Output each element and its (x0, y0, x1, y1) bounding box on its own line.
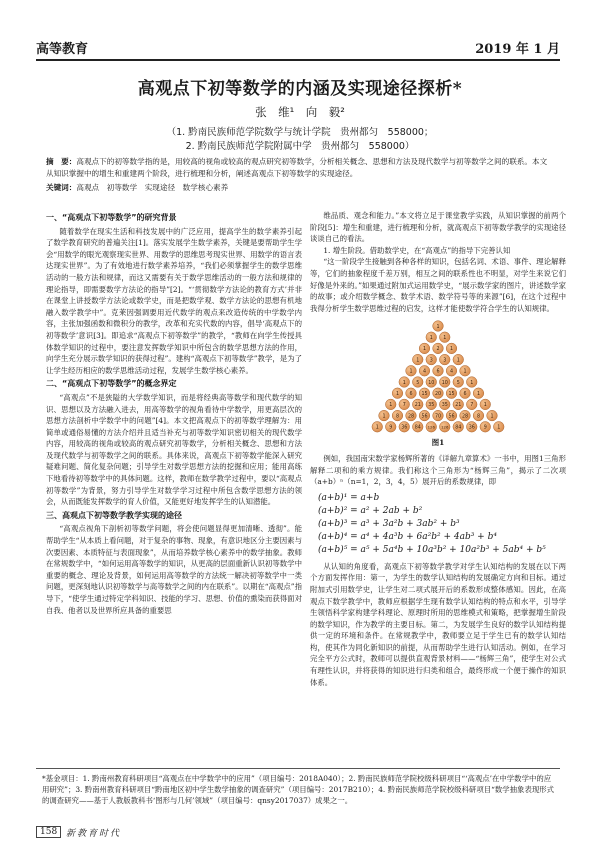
right-column (310, 210, 566, 688)
triangle-value: 5 (416, 381, 420, 387)
triangle-value: 84 (414, 425, 421, 431)
triangle-value: 1 (402, 381, 406, 387)
section-2-paragraph: “高观点”不是狭隘的大学数学知识，而是将经典高等数学和现代数学的知识、思想以及方法融入进去，用高等数学的视角看待中学数学，用更高层次的思想方法剖析中学数学中的问题”[4]。本文把高观点下的初等数学理解为：用简单或通俗易懂的方法介绍并且适当补充与初等数学知识密切相关的现代数学内容，用较高的视角或较高的观点研究初等数学，分析相关概念、思想和方法及现代数学与初等数学之间的联系。具体来说，高观点下初等数学能深入研究疑难问题、简化复杂问题；引导学生对数学思想方法的挖掘和应用；能用高练下地看待初等数学中的具体问题。这样，教师在数学教学过程中，要以“高观点初等数学”为背景，努力引导学生对数学学习过程中所包含数学思想方法的领会，从而既能发挥数学的育人价值，又能更好地发挥学生的认知潜能。 (46, 392, 302, 507)
binomial-formulas (318, 492, 566, 557)
triangle-value: 5 (456, 381, 460, 387)
triangle-value: 1 (443, 336, 447, 342)
triangle-value: 1 (389, 403, 393, 409)
triangle-value: 6 (436, 369, 440, 375)
formula-line: (a+b)⁵ = a⁵ + 5a⁴b + 10a³b² + 10a²b³ + 5ab⁴ + b⁵ (318, 544, 546, 555)
triangle-value: 84 (455, 425, 462, 431)
triangle-value: 21 (455, 403, 462, 409)
left-column (46, 210, 302, 616)
triangle-value: 3 (429, 358, 433, 364)
triangle-value: 1 (375, 425, 379, 431)
triangle-value: 1 (463, 369, 467, 375)
formula-line: (a+b)³ = a³ + 3a²b + 3ab² + b³ (318, 518, 460, 529)
triangle-value: 10 (441, 381, 448, 387)
triangle-value: 28 (407, 414, 415, 420)
triangle-value: 1 (449, 347, 454, 353)
triangle-value: 1 (395, 392, 400, 398)
triangle-value: 10 (428, 381, 435, 387)
triangle-value: 1 (429, 336, 433, 342)
triangle-value: 56 (421, 414, 428, 420)
triangle-value: 2 (436, 347, 440, 353)
example-paragraph: 例如，我国南宋数学家杨辉所著的《详解九章算术》一书中，用图1三角形解释二项和的乘方规律。我们称这个三角形为“杨辉三角”，揭示了二次项（a+b）ⁿ（n=1，2，3，4，5）展开后的系数规律，即 (310, 453, 566, 487)
triangle-value: 1 (382, 414, 386, 420)
page-number: 158 (36, 826, 61, 838)
abstract (46, 156, 554, 180)
triangle-value: 1 (483, 403, 487, 409)
issue-date: 2019 年 1 月 (475, 42, 560, 57)
triangle-value: 35 (441, 403, 448, 409)
triangle-value: 15 (421, 392, 428, 398)
triangle-value: 8 (476, 414, 481, 420)
item-1-body: “这一阶段学生接触到各种各样的知识，包括名词、术语、事件、理论解释等，它们的抽象程度千差万别，相互之间的联系性也不明显，对学生来说它们好像是外来的。”如果通过附加式运用数学史，“展示数学家的图片，讲述数学家的故事；或介绍数学概念、数学术语、数学符号等的来源”[6]，在这个过程中我得分析学生数学思维过程的启发，这样才能使数学符合学生的认知规律。 (310, 257, 566, 313)
formula-line: (a+b)⁴ = a⁴ + 4a³b + 6a²b² + 4ab³ + b⁴ (318, 531, 497, 542)
triangle-value: 36 (401, 425, 408, 431)
triangle-value: 56 (448, 414, 455, 420)
abstract-label: 摘 要： (46, 157, 77, 166)
triangle-value: 6 (463, 392, 467, 398)
triangle-value: 4 (449, 369, 454, 375)
triangle-value: 1 (422, 347, 427, 353)
header-rule (36, 59, 560, 61)
triangle-value: 20 (434, 392, 442, 398)
triangle-value: 28 (461, 414, 469, 420)
triangle-value: 36 (468, 425, 475, 431)
triangle-value: 7 (470, 403, 474, 409)
analysis-paragraph: 从认知的角度看，高观点下初等数学教学对学生认知结构的发展在以下两个方面发挥作用：第一，为学生的数学认知结构的发展确定方向和目标。通过附加式引用数学史，让学生对二项式展开后的系数形成整体感知。因此，在高观点下数学教学中，教师应根据学生现有数学认知结构的特点和水平，引导学生领悟科学家构建学科理论、原理时所用的思维模式和策略，把掌握增生阶段的数学知识，作为教学的主要目标。第二，为发展学生良好的数学认知结构提供一定的环境和条件。在常规教学中，教师要立足于学生已有的数学认知结构，使其作为同化新知识的前提，从而帮助学生进行认知活动。例如，在学习完全平方公式时，教师可以提供直观背景材料——“杨辉三角”，使学生对公式有理性认识，并将获得的知识进行归类和组合，最终形成一个便于操作的知识体系。 (310, 561, 566, 687)
continued-paragraph: 维品质、观念和能力。”本文将立足于课堂教学实践，从知识掌握的前两个阶段[5]：增生和重建，进行梳理和分析，就高观点下初等数学教学的实现途径谈谈自己的看法。 (310, 211, 566, 244)
triangle-value: 9 (483, 425, 487, 431)
keywords-text: 高观点 初等数学 实现途径 数学核心素养 (76, 183, 229, 192)
triangle-value: 21 (414, 403, 421, 409)
triangle-value: 9 (389, 425, 393, 431)
triangle-value: 70 (434, 414, 442, 420)
abstract-text: 高观点下的初等数学指的是，用较高的视角或较高的观点研究初等数学，分析相关概念、思想和方法及现代数学与初等数学之间的联系。本文从知识掌握中的增生和重建两个阶段，进行梳理和分析，阐述高观点下初等数学的实现途径。 (46, 157, 548, 178)
triangle-value: 3 (443, 358, 447, 364)
funding-footnote: *基金项目：1. 黔南州教育科研项目“高观点在中学数学中的应用”（项目编号：2018A040）；2. 黔南民族师范学院校级科研项目“‘高观点’在中学数学中的应用研究”；3. 黔南州教育科研项目“黔南地区初中学生数学抽象的调查研究”（项目编号：2017B210）；4. 黔南民族师范学院校级科研项目“数学抽象表现形式的调查研究——基于人教版教科书‘图形与几何’领域”（项目编号：qnsy2017037）成果之一。 (42, 774, 555, 805)
journal-name: 高等教育 (36, 42, 89, 57)
section-3-heading: 三、高观点下初等数学教学实现的途径 (46, 510, 182, 520)
formula-line: (a+b)² = a² + 2ab + b² (318, 505, 423, 516)
article-authors: 张 维¹ 向 毅² (255, 105, 345, 119)
triangle-value: 1 (490, 414, 494, 420)
triangle-value: 1 (497, 425, 501, 431)
section-1-paragraph: 随着数学在现实生活和科技发展中的广泛应用，提高学生的数学素养引起了数学教育研究的普遍关注[1]。落实发展学生数学素养，关键是要帮助学生学会“用数学的眼光观察现实世界、用数学的思维思考现实世界、用数学的语言表达现实世界”。为了有效地进行数学素养培养，“我们必须掌握学生的数学思维活动的一般方法和规律，而这又需要有关于数学思维活动的一般方法和规律的理论指导，即需要数学方法论的指导”[2]。“‘贯彻数学方法论的教育方式’并非在课堂上讲授数学方法论或数学史，而是把数学观、数学方法论的思想有机地融入数学教学中”。克莱因强调要用近代数学的观点来改造传统的中学数学内容，主张加强函数和微积分的教学，改革和充实代数的内容，倡导‘高观点下的初等数学’意识[3]。即追求“高观点下初等数学”的教学，“教师在向学生传授具体数学知识的过程中，要注意发挥数学知识中所包含的数学思想方法的作用，向学生充分展示数学知识的获得过程”。建构“高观点下初等数学”教学，是为了让学生经历相应的数学思维活动过程，发展学生数学核心素养。 (46, 226, 302, 375)
affiliation-1: （1. 黔南民族师范学院数学与统计学院 贵州都匀 558000； (166, 127, 434, 138)
keywords-label: 关键词： (46, 183, 77, 192)
section-1-heading: 一、“高观点下初等数学”的研究背景 (46, 213, 177, 222)
figure-caption: 图1 (431, 438, 445, 448)
journal-logo: 新教育时代 (66, 829, 122, 839)
triangle-value: 35 (428, 403, 435, 409)
affiliation-2: 2. 黔南民族师范学院附属中学 贵州都匀 558000） (185, 141, 415, 152)
triangle-value: 1 (470, 381, 474, 387)
triangle-value: 1 (416, 358, 420, 364)
keywords (46, 182, 554, 194)
triangle-value: 1 (436, 325, 440, 331)
triangle-value: 1 (409, 369, 413, 375)
triangle-value: 126 (441, 424, 449, 430)
article-title: 高观点下初等数学的内涵及实现途径探析* (137, 79, 463, 99)
triangle-value: 8 (395, 414, 400, 420)
footnote-rule (36, 768, 560, 769)
triangle-value: 7 (402, 403, 406, 409)
pascal-triangle-figure (363, 318, 513, 436)
triangle-value: 1 (476, 392, 481, 398)
triangle-value: 15 (448, 392, 455, 398)
item-1-heading: 1. 增生阶段。借助数学史，在“高观点”的指导下完善认知 (323, 245, 511, 255)
triangle-value: 6 (409, 392, 413, 398)
triangle-value: 1 (456, 358, 460, 364)
section-3-paragraph: “高观点视角下剖析初等数学问题，将会使问题显得更加清晰、透彻”。能帮助学生“从本质上看问题，对于复杂的事物、现象，有意识地区分主要因素与次要因素、本质特征与表面现象”，从而培养数学核心素养中的数学抽象。教师在常规数学中，“如何运用高等数学的知识，从更高的层面重新认识初等数学中重要的概念、理论及背景，如何运用高等数学的方法统一解决初等数学中一类问题，更深刻地认识初等数学与高等数学之间的内在联系”。以期在“高观点”指导下，“使学生通过特定学科知识、技能的学习、思想、价值的熏染而获得面对自我、他者以及世界所应具备的重要思 (46, 524, 302, 615)
triangle-value: 4 (422, 369, 427, 375)
formula-line: (a+b)¹ = a+b (318, 492, 380, 503)
section-2-heading: 二、“高观点下初等数学”的概念界定 (46, 379, 177, 389)
triangle-value: 126 (427, 424, 435, 430)
